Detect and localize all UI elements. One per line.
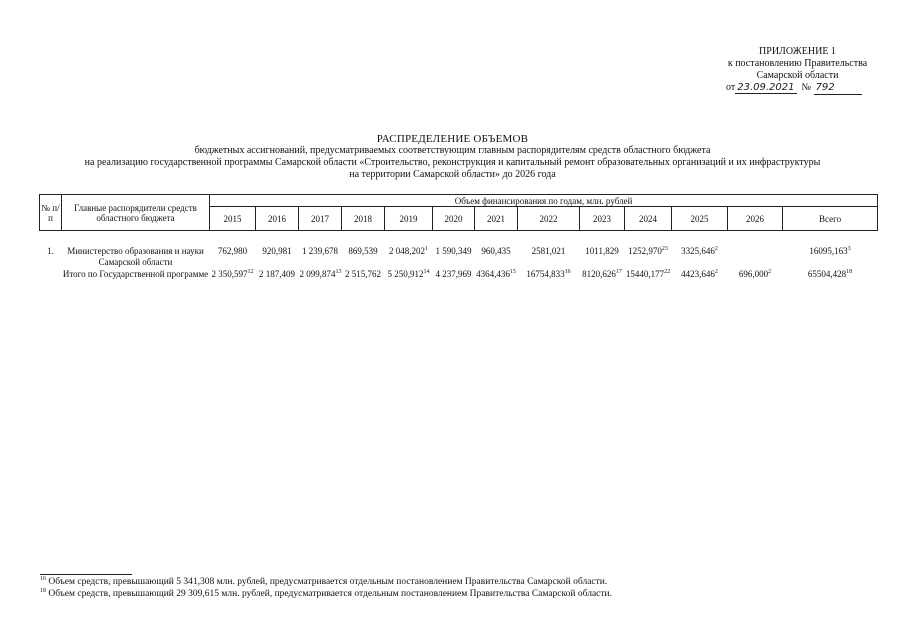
footnote-mark: 2 — [714, 246, 718, 252]
value-cell — [518, 245, 580, 268]
table-row — [40, 245, 878, 268]
row-number: 1. — [47, 246, 54, 256]
value-cell — [783, 268, 878, 280]
footnote — [40, 589, 880, 601]
handwritten-number: 792 — [814, 82, 862, 95]
value-cell — [385, 245, 433, 268]
value-cell — [475, 245, 518, 268]
cell-value: 2 099,874 — [299, 269, 336, 279]
row-name: Министерство образования и науки Самарской области — [67, 246, 204, 267]
title-line-2: бюджетных ассигнований, предусматриваемых соответствующим главным распорядителям средств областного бюджета — [194, 145, 711, 156]
value-cell — [580, 268, 625, 280]
document-title — [0, 133, 905, 181]
value-cell — [256, 268, 299, 280]
appendix-date-line — [700, 82, 895, 95]
value-cell — [299, 268, 342, 280]
footnote-mark: 12 — [247, 269, 254, 275]
value-cell — [728, 268, 783, 280]
value-cell — [210, 268, 256, 280]
value-cell — [672, 268, 728, 280]
value-cell — [210, 245, 256, 268]
number-prefix: № — [801, 82, 812, 93]
header-year: 2022 — [518, 207, 580, 231]
footnote-mark: 16 — [564, 269, 571, 275]
footnote-mark: 14 — [423, 269, 430, 275]
table-header-row-1 — [40, 195, 878, 207]
cell-value: 2 048,202 — [389, 246, 425, 256]
cell-value: 65504,428 — [807, 269, 847, 279]
value-cell — [385, 268, 433, 280]
cell-value: 960,435 — [481, 246, 511, 256]
appendix-label: ПРИЛОЖЕНИЕ 1 — [759, 46, 836, 57]
value-cell — [783, 245, 878, 268]
value-cell — [299, 245, 342, 268]
value-cell — [256, 245, 299, 268]
table-body — [40, 231, 878, 281]
value-cell — [625, 245, 672, 268]
footnote-mark: 18 — [846, 269, 853, 275]
header-year: 2015 — [210, 207, 256, 231]
value-cell — [342, 245, 385, 268]
cell-value: 1252,970 — [628, 246, 662, 256]
handwritten-date: 23.09.2021 — [737, 82, 795, 93]
cell-value: 920,981 — [262, 246, 292, 256]
cell-value: 762,980 — [217, 246, 248, 256]
table-row — [40, 268, 878, 280]
footnote-mark: 3 — [847, 246, 851, 252]
header-num: № п/п — [40, 195, 62, 231]
cell-value: 2581,021 — [531, 246, 566, 256]
value-cell — [518, 268, 580, 280]
header-group: Объем финансирования по годам, млн. рублей — [210, 195, 878, 207]
footnote-mark: 15 — [509, 269, 516, 275]
cell-value: 696,000 — [738, 269, 769, 279]
footnote-mark: 2 — [714, 269, 718, 275]
value-cell — [475, 268, 518, 280]
header-year: 2025 — [672, 207, 728, 231]
table-spacer — [40, 231, 878, 246]
appendix-line-2: к постановлению Правительства — [727, 58, 868, 69]
header-year: 2017 — [299, 207, 342, 231]
appendix-line-3: Самарской области — [756, 70, 839, 81]
cell-value: 16754,833 — [526, 269, 565, 279]
title-line-4: на территории Самарской области» до 2026 года — [349, 169, 556, 180]
footnote-mark: 23 — [661, 246, 668, 252]
cell-value: 15440,177 — [625, 269, 665, 279]
footnote-rule — [40, 574, 132, 575]
row-name: Итого по Государственной программе — [62, 269, 209, 279]
value-cell — [580, 245, 625, 268]
cell-value: 2 187,409 — [259, 269, 295, 279]
footnote-text: Объем средств, превышающий 29 309,615 млн. рублей, предусматривается отдельным постановлением Правительства Самарской области. — [48, 588, 613, 599]
header-year: 2024 — [625, 207, 672, 231]
header-year: 2016 — [256, 207, 299, 231]
footnote-number: 16 — [40, 575, 46, 582]
title-line-3: на реализацию государственной программы Самарской области «Строительство, реконструкция и капитальный ремонт образовательных организаций и их инфраструктуры — [84, 157, 821, 168]
cell-value: 8120,626 — [582, 269, 616, 279]
value-cell — [433, 245, 475, 268]
footnote-text: Объем средств, превышающий 5 341,308 млн. рублей, предусматривается отдельным постановлением Правительства Самарской области. — [48, 577, 608, 587]
cell-value: 4423,646 — [681, 269, 715, 279]
value-cell — [342, 268, 385, 280]
header-year: 2026 — [728, 207, 783, 231]
value-cell — [672, 245, 728, 268]
header-year: 2019 — [385, 207, 433, 231]
cell-value: 869,539 — [348, 246, 378, 256]
footnote-mark: 13 — [335, 269, 342, 275]
appendix-block — [700, 46, 895, 95]
cell-value: 2 515,762 — [345, 269, 381, 279]
value-cell — [728, 245, 783, 268]
footnote-mark: 22 — [664, 269, 671, 275]
header-year: 2020 — [433, 207, 475, 231]
cell-value: 16095,163 — [809, 246, 848, 256]
cell-value: 4 237,969 — [435, 269, 472, 279]
cell-value: 4364,436 — [476, 269, 510, 279]
financing-table — [39, 194, 878, 280]
cell-value: 1 590,349 — [435, 246, 472, 256]
cell-value: 5 250,912 — [387, 269, 424, 279]
footnote-mark: 2 — [768, 269, 772, 275]
header-year: Всего — [783, 207, 878, 231]
header-year: 2021 — [475, 207, 518, 231]
row-number — [40, 268, 62, 280]
header-name: Главные распорядители средств областного бюджета — [62, 195, 210, 231]
value-cell — [433, 268, 475, 280]
value-cell — [625, 268, 672, 280]
cell-value: 3325,646 — [681, 246, 715, 256]
cell-value: 2 350,597 — [211, 269, 248, 279]
header-year: 2018 — [342, 207, 385, 231]
title-main: РАСПРЕДЕЛЕНИЕ ОБЪЕМОВ — [376, 133, 529, 145]
date-prefix: от — [726, 82, 736, 93]
footnotes — [40, 577, 880, 600]
cell-value: 1 239,678 — [302, 246, 338, 256]
footnote-mark: 17 — [615, 269, 622, 275]
footnote — [40, 577, 880, 589]
header-year: 2023 — [580, 207, 625, 231]
footnote-number: 18 — [40, 587, 46, 594]
footnote-mark: 1 — [425, 246, 428, 252]
cell-value: 1011,829 — [585, 246, 619, 256]
